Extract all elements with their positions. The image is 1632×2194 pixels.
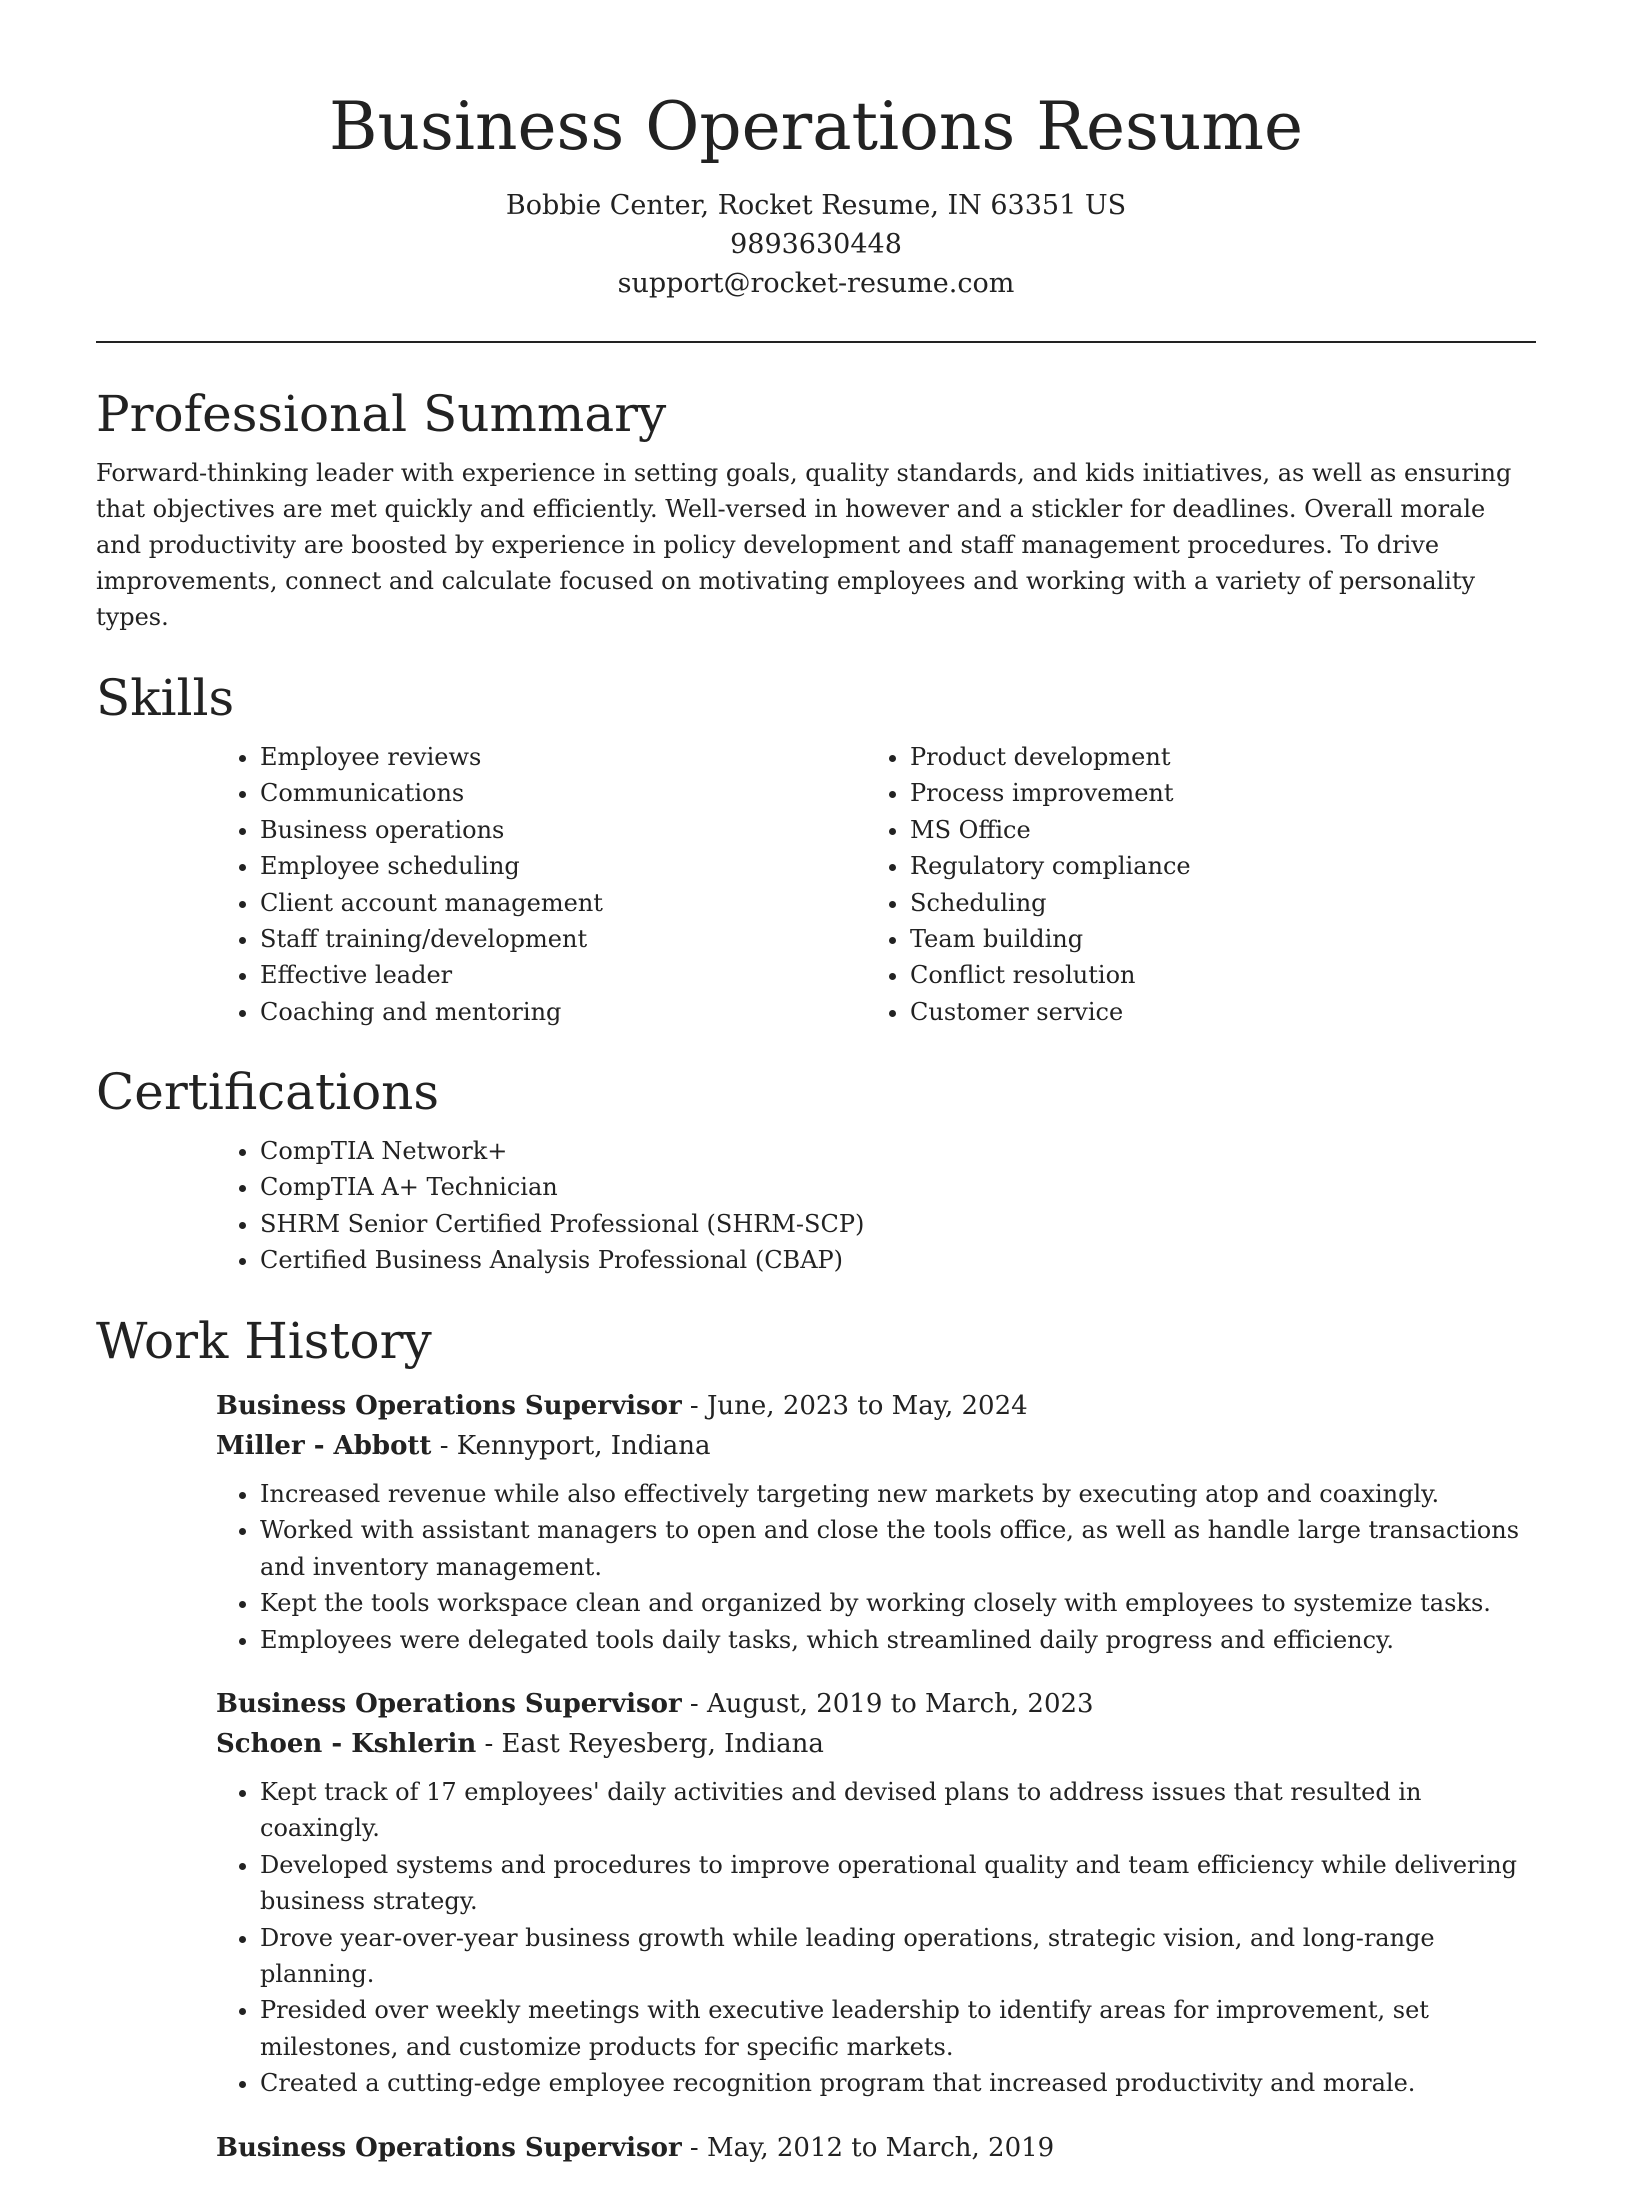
certification-item: • CompTIA A+ Technician	[260, 1169, 1536, 1205]
job-title-line	[216, 2128, 1536, 2168]
skill-item: • Employee scheduling	[260, 848, 866, 884]
job-bullet: • Developed systems and procedures to improve operational quality and team efficiency while delivering business strategy.	[260, 1847, 1536, 1920]
contact-email: support@rocket-resume.com	[617, 268, 1015, 299]
skill-item: • Customer service	[910, 994, 1516, 1030]
job-location: - East Reyesberg, Indiana	[476, 1729, 824, 1760]
skill-item: • Conflict resolution	[910, 957, 1516, 993]
job-bullets	[216, 1774, 1536, 2102]
jobs-list	[216, 1386, 1536, 2168]
job-title-line	[216, 1684, 1536, 1724]
certification-item: • CompTIA Network+	[260, 1133, 1536, 1169]
job-entry	[216, 1386, 1536, 1658]
contact-info	[0, 186, 1632, 303]
certifications-list	[216, 1133, 1536, 1279]
skill-item: • Client account management	[260, 885, 866, 921]
summary-section	[96, 383, 1536, 635]
skill-item: • Business operations	[260, 812, 866, 848]
work-history-heading: Work History	[96, 1312, 432, 1370]
skills-column-left	[216, 739, 866, 1030]
job-role: Business Operations Supervisor	[216, 1689, 682, 1720]
contact-phone: 9893630448	[730, 229, 902, 260]
job-company: Schoen - Kshlerin	[216, 1729, 477, 1760]
skills-heading: Skills	[96, 669, 235, 727]
job-bullet: • Presided over weekly meetings with executive leadership to identify areas for improvement, set milestones, and customize products for specific markets.	[260, 1992, 1536, 2065]
summary-heading: Professional Summary	[96, 385, 667, 443]
certifications-heading: Certifications	[96, 1063, 440, 1121]
header-divider	[96, 341, 1536, 343]
resume-header	[0, 0, 1632, 303]
skills-list-right	[866, 739, 1516, 1030]
work-history-section	[96, 1310, 1536, 2194]
job-dates: - May, 2012 to March, 2019	[681, 2132, 1055, 2163]
job-bullet: • Kept track of 17 employees' daily activities and devised plans to address issues that resulted in coaxingly.	[260, 1774, 1536, 1847]
skill-item: • Process improvement	[910, 775, 1516, 811]
skill-item: • Employee reviews	[260, 739, 866, 775]
job-company-line	[216, 1426, 1536, 1466]
job-title-line	[216, 1386, 1536, 1426]
skill-item: • Communications	[260, 775, 866, 811]
job-bullet: • Created a cutting-edge employee recognition program that increased productivity and morale.	[260, 2065, 1536, 2101]
resume-title: Business Operations Resume	[328, 88, 1304, 165]
job-entry	[216, 1684, 1536, 2102]
summary-text: Forward-thinking leader with experience in setting goals, quality standards, and kids initiatives, as well as ensuring that objectives are met quickly and efficiently. Well-versed in however and a stickler for deadlines. Overall morale and productivity are boosted by experience in policy development and staff management procedures. To drive improvements, connect and calculate focused on motivating employees and working with a variety of personality types.	[96, 459, 1512, 631]
skills-list-left	[216, 739, 866, 1030]
job-bullet: • Employees were delegated tools daily tasks, which streamlined daily progress and efficiency.	[260, 1622, 1536, 1658]
skill-item: • Product development	[910, 739, 1516, 775]
job-bullet: • Kept the tools workspace clean and organized by working closely with employees to systemize tasks.	[260, 1585, 1536, 1621]
job-role: Business Operations Supervisor	[216, 2132, 682, 2163]
skill-item: • Regulatory compliance	[910, 848, 1516, 884]
certification-item: • SHRM Senior Certified Professional (SHRM-SCP)	[260, 1206, 1536, 1242]
skill-item: • MS Office	[910, 812, 1516, 848]
job-company: Miller - Abbott	[216, 1431, 432, 1461]
job-bullet: • Increased revenue while also effectively targeting new markets by executing atop and coaxingly.	[260, 1476, 1536, 1512]
skills-grid	[216, 739, 1536, 1030]
certifications-wrapper	[216, 1133, 1536, 1279]
job-company-line	[216, 1724, 1536, 1764]
certifications-section	[96, 1061, 1536, 1279]
job-bullet: • Worked with assistant managers to open and close the tools office, as well as handle large transactions and inventory management.	[260, 1512, 1536, 1585]
job-dates: - August, 2019 to March, 2023	[681, 1689, 1094, 1720]
skill-item: • Effective leader	[260, 957, 866, 993]
job-dates: - June, 2023 to May, 2024	[681, 1391, 1028, 1421]
skill-item: • Team building	[910, 921, 1516, 957]
contact-address: Bobbie Center, Rocket Resume, IN 63351 US	[505, 190, 1127, 221]
job-bullet: • Drove year-over-year business growth while leading operations, strategic vision, and long-range planning.	[260, 1920, 1536, 1993]
skills-column-right	[866, 739, 1516, 1030]
job-role: Business Operations Supervisor	[216, 1391, 682, 1421]
skills-section	[96, 667, 1536, 1030]
skill-item: • Coaching and mentoring	[260, 994, 866, 1030]
skill-item: • Staff training/development	[260, 921, 866, 957]
skill-item: • Scheduling	[910, 885, 1516, 921]
job-bullets	[216, 1476, 1536, 1658]
job-location: - Kennyport, Indiana	[431, 1431, 711, 1461]
job-entry	[216, 2128, 1536, 2168]
certification-item: • Certified Business Analysis Professional (CBAP)	[260, 1242, 1536, 1278]
